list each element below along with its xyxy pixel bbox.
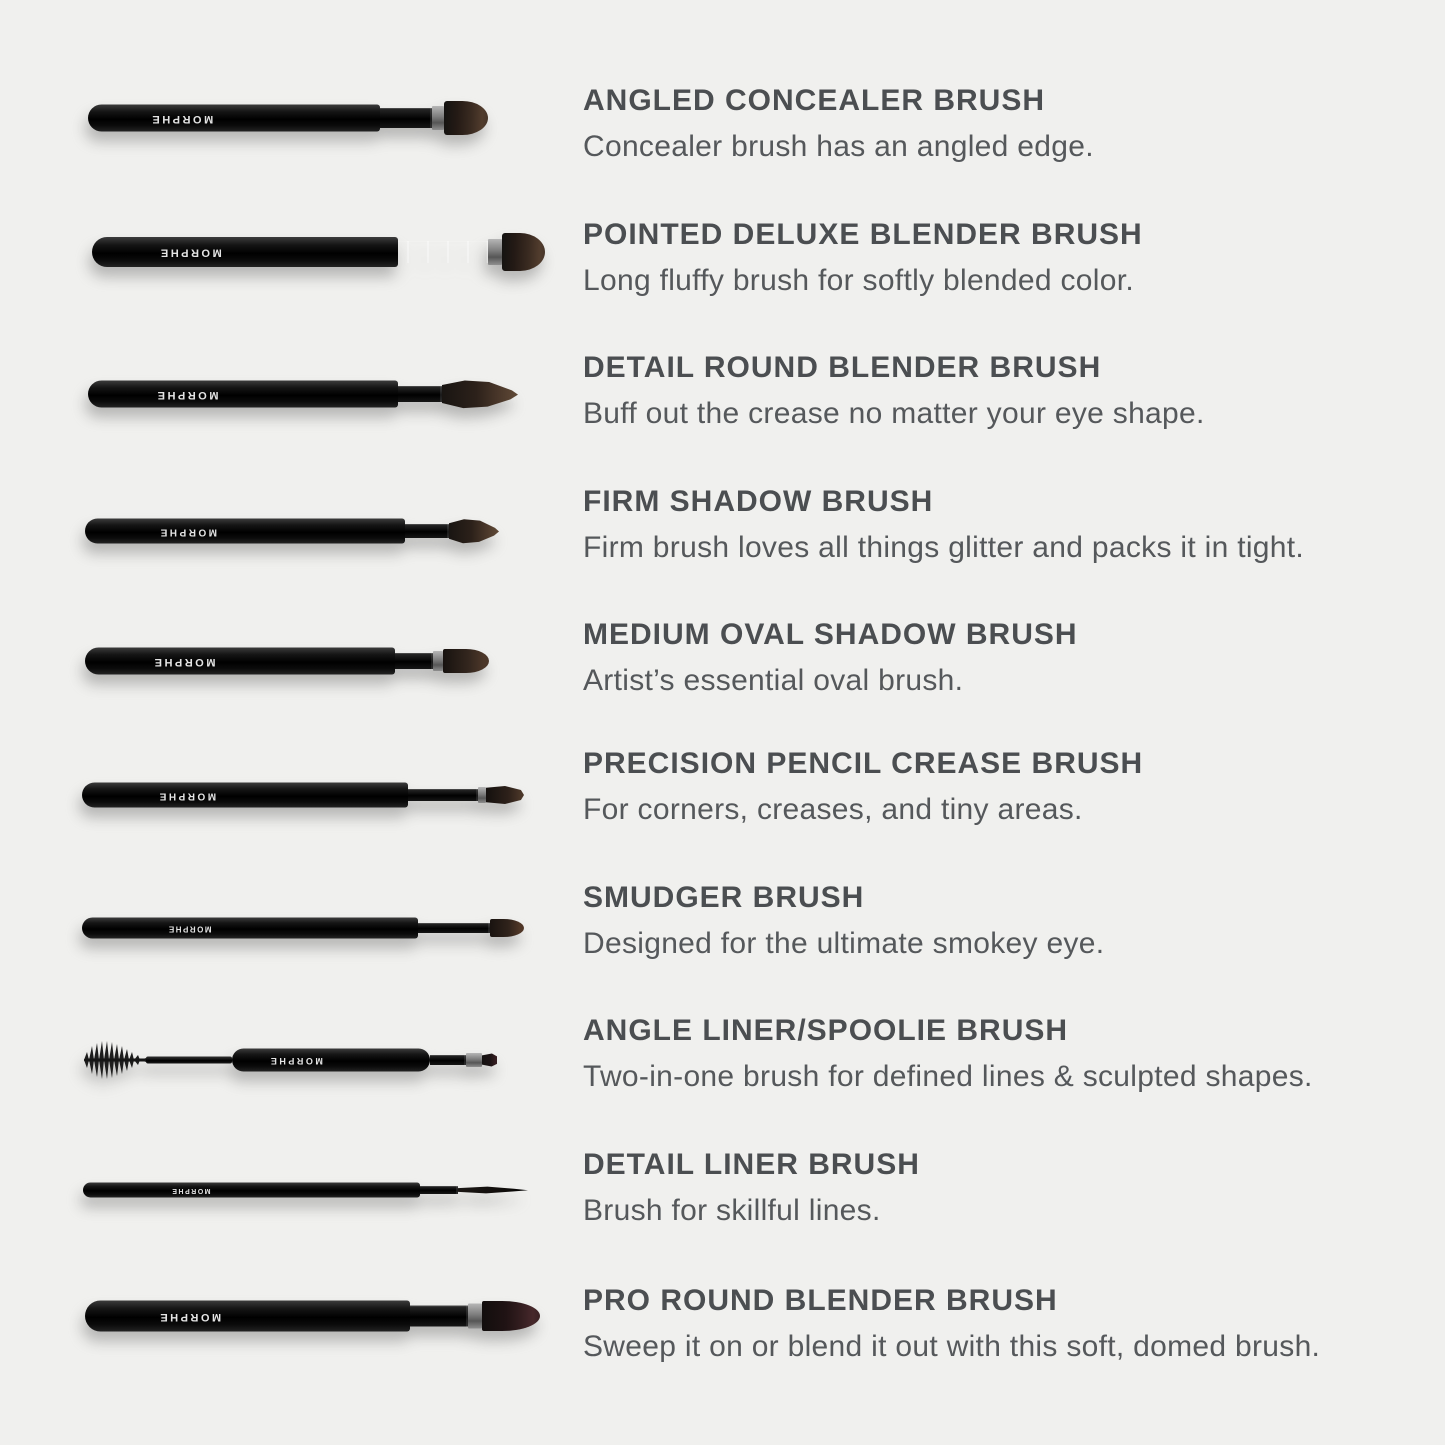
brush-brand-label: MORPHE [149,112,214,125]
brush-description: Buff out the crease no matter your eye shape. [583,397,1205,430]
brush-title: ANGLED CONCEALER BRUSH [583,84,1046,117]
brush-shaft [146,1057,232,1064]
brush-ferrule [420,1186,458,1194]
ferrule-crimp [433,651,443,671]
brush-entry-text [583,83,1094,166]
tapered-point-brush-icon [442,379,518,409]
brush-ferrule [418,923,490,933]
brush-ferrule [395,653,433,669]
oval-flat-brush-icon [443,649,489,673]
brush-illustration-firm-shadow [85,506,499,556]
brush-brand-label: MORPHE [157,1310,221,1323]
fine-liner-brush-icon [458,1184,528,1196]
brush-title: DETAIL LINER BRUSH [583,1148,920,1181]
brush-entry-text [583,217,1143,300]
brush-illustration-angle-liner-spoolie [82,1035,497,1085]
brush-title: POINTED DELUXE BLENDER BRUSH [583,218,1143,251]
brush-description: Two-in-one brush for defined lines & sculpted shapes. [583,1060,1313,1093]
brush-entry-text [583,484,1304,567]
brush-handle [83,1183,420,1198]
brush-description: Artist’s essential oval brush. [583,664,964,697]
brush-handle [92,237,398,267]
brush-illustration-medium-oval-shadow [85,636,489,686]
brush-handle [85,1301,410,1332]
brush-brand-label: MORPHE [167,924,212,933]
small-dome-brush-icon [490,919,524,937]
brush-illustration-pro-round-blender [85,1291,540,1341]
brush-illustration-angled-concealer [88,93,488,143]
brush-handle [82,783,408,808]
brush-illustration-smudger [82,903,524,953]
brush-brand-label: MORPHE [157,526,217,537]
small-flat-brush-icon [486,786,524,804]
brush-brand-label: MORPHE [152,655,216,668]
brush-title: SMUDGER BRUSH [583,881,865,914]
brush-title: FIRM SHADOW BRUSH [583,485,934,518]
brush-illustration-detail-liner [83,1165,528,1215]
brush-ferrule [408,789,478,801]
ferrule-crimp [488,239,502,265]
brush-entry-text [583,746,1143,829]
brush-entry-text [583,617,1078,700]
brush-brand-label: MORPHE [170,1186,211,1194]
brush-ferrule [430,1055,466,1065]
dual-ended-spoolie-liner-brush-icon [482,1054,497,1067]
brush-description: Long fluffy brush for softly blended color. [583,264,1135,297]
brush-entry-text [583,1147,920,1230]
brush-handle [85,519,405,544]
brush-title: PRECISION PENCIL CREASE BRUSH [583,747,1144,780]
brush-description: Sweep it on or blend it out with this soft, domed brush. [583,1330,1321,1363]
brush-description: Brush for skillful lines. [583,1194,881,1227]
brush-illustration-precision-pencil-crease [82,770,524,820]
brush-entry-text [583,1013,1313,1096]
brush-handle [82,918,418,939]
brush-handle [88,381,398,408]
flat-shader-brush-icon [444,101,488,135]
brush-title: PRO ROUND BLENDER BRUSH [583,1284,1058,1317]
brush-brand-label: MORPHE [268,1055,323,1066]
domed-blender-brush-icon [482,1301,540,1331]
brush-ferrule [380,108,432,128]
brush-illustration-detail-round-blender [88,369,518,419]
tapered-point-brush-icon [449,518,499,544]
brush-handle [88,105,380,132]
brush-entry-text [583,880,1104,963]
spoolie-head-icon [82,1037,146,1083]
brush-entry-text [583,1283,1320,1366]
brush-handle [232,1049,430,1072]
brush-entry-text [583,350,1205,433]
brush-brand-label: MORPHE [155,388,219,401]
ferrule-crimp [466,1053,482,1067]
ferrule-crimp [432,106,444,130]
brush-ferrule [398,386,442,402]
flat-shader-brush-icon [502,233,545,271]
brush-ferrule [410,1306,468,1327]
brush-description: For corners, creases, and tiny areas. [583,793,1083,826]
brush-description: Designed for the ultimate smokey eye. [583,927,1105,960]
brush-brand-label: MORPHE [156,790,216,801]
brush-title: DETAIL ROUND BLENDER BRUSH [583,351,1102,384]
brush-ferrule [405,524,449,538]
ferrule-crimp [478,787,486,803]
ferrule-crimp [468,1304,482,1329]
brush-title: MEDIUM OVAL SHADOW BRUSH [583,618,1078,651]
brush-ferrule [398,241,488,263]
brush-brand-label: MORPHE [158,246,222,259]
brush-title: ANGLE LINER/SPOOLIE BRUSH [583,1014,1069,1047]
brush-description: Concealer brush has an angled edge. [583,130,1094,163]
brush-illustration-pointed-deluxe-blender [92,227,545,277]
brush-description: Firm brush loves all things glitter and packs it in tight. [583,531,1305,564]
brush-handle [85,648,395,675]
